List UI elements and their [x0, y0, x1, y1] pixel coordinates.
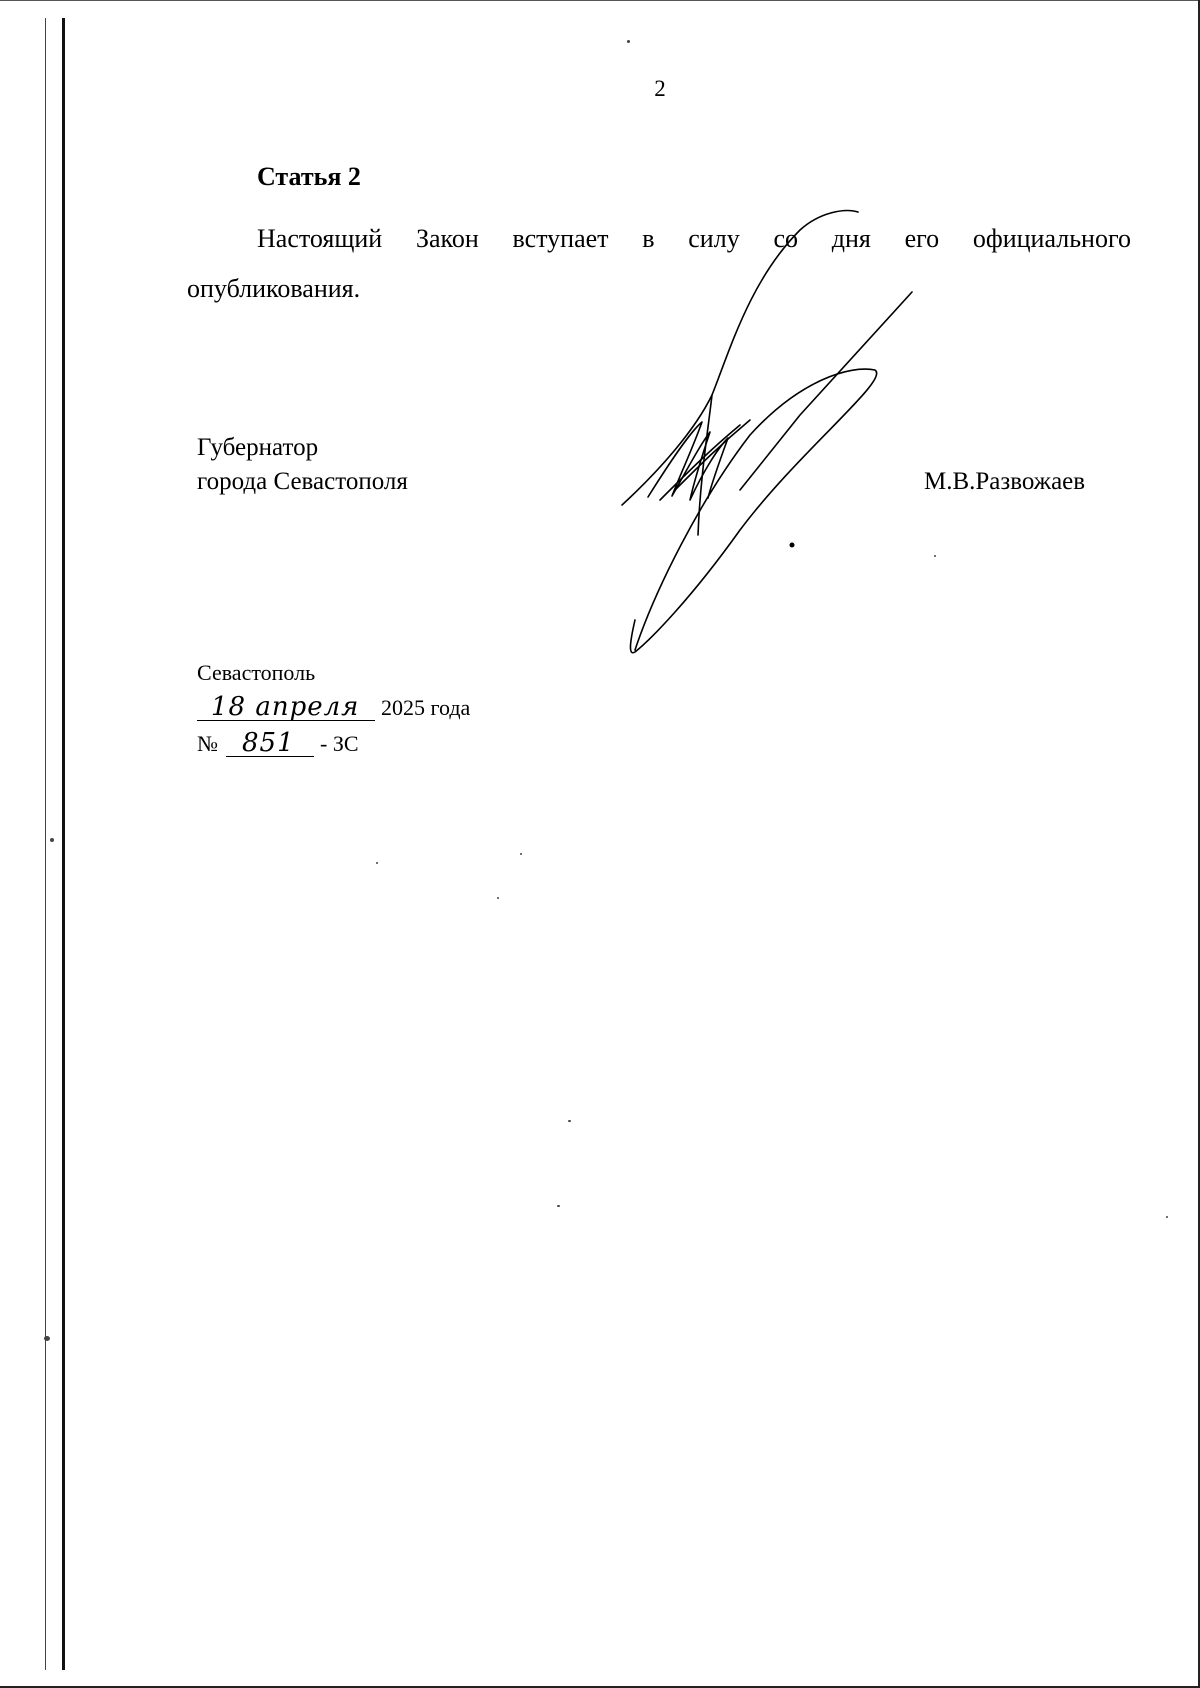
number-sign: № [197, 731, 218, 756]
scan-edge-top [0, 0, 1200, 1]
signatory-name: М.В.Развожаев [924, 468, 1086, 495]
scan-speck [557, 1205, 560, 1207]
paragraph-word: официального [972, 224, 1131, 253]
paragraph-word: силу [688, 224, 740, 253]
signatory-position-line-1: Губернатор [197, 434, 319, 461]
page-number: 2 [654, 76, 666, 101]
law-number-suffix: - ЗС [320, 731, 359, 756]
scan-speck [376, 862, 378, 864]
paragraph-word: дня [831, 224, 871, 253]
date-fill-line [197, 694, 375, 721]
paragraph-word: со [773, 224, 798, 253]
scan-speck [568, 1120, 571, 1122]
number-fill-line [226, 730, 314, 757]
scan-speck [50, 838, 54, 842]
scan-speck [520, 853, 522, 855]
scan-speck [627, 40, 630, 43]
paragraph-word: Закон [415, 224, 479, 253]
signing-year: 2025 года [381, 695, 471, 720]
law-number [197, 730, 359, 757]
paragraph-word: вступает [512, 224, 609, 253]
scan-speck [934, 555, 936, 557]
handwritten-number: 851 [242, 728, 295, 758]
scan-edge-left [62, 18, 65, 1670]
paragraph-word: в [642, 224, 655, 253]
scan-speck [44, 1336, 50, 1341]
paragraph-word: Настоящий [257, 224, 383, 253]
scan-speck [497, 897, 499, 899]
article-title: Статья 2 [257, 162, 361, 191]
scan-speck [1166, 1216, 1168, 1218]
paragraph-word: его [904, 224, 940, 253]
signing-date [197, 694, 470, 721]
paragraph-line-2: опубликования. [187, 274, 361, 303]
handwritten-date: 18 апреля [211, 692, 360, 722]
scan-edge-left-inner [45, 18, 46, 1670]
city-name: Севастополь [197, 660, 316, 685]
handwritten-signature [600, 200, 940, 660]
signatory-position-line-2: города Севастополя [197, 468, 408, 495]
